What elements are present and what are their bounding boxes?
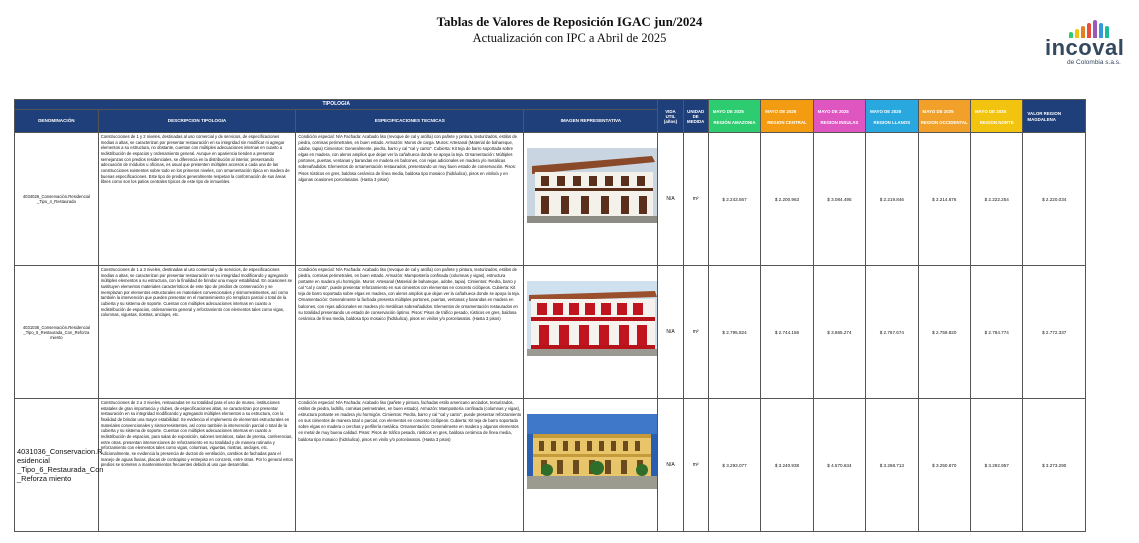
unidad-cell: m² (683, 266, 708, 399)
value-insulas: $ 4.570.634 (813, 399, 865, 532)
value-amazonia: $ 2.243.567 (708, 133, 760, 266)
region-magdalena-header: VALOR REGION MAGDALENA (1023, 100, 1086, 133)
value-amazonia: $ 3.293.077 (708, 399, 760, 532)
value-llanos: $ 2.219.846 (866, 133, 918, 266)
especificaciones-header: ESPECIFICACIONES TECNICAS (296, 109, 524, 132)
page-title: Tablas de Valores de Reposición IGAC jun/2024 (436, 14, 703, 29)
yellow-palace-image (527, 414, 657, 489)
table-row (15, 133, 1086, 266)
region-norte-header: MAYO DE 2025 REGION NORTE (970, 100, 1022, 133)
tipologia-header: TIPOLOGIA (15, 100, 658, 110)
vida-util-header: VIDA UTIL (años) (658, 100, 683, 133)
value-occidental: $ 2.759.820 (918, 266, 970, 399)
region-llanos-header: MAYO DE 2025 REGION LLANOS (866, 100, 918, 133)
region-amazonia-header: MAYO DE 2025 REGIÓN AMAZONIA (708, 100, 760, 133)
value-magdalena: $ 3.273.290 (1023, 399, 1086, 532)
value-norte: $ 3.292.957 (970, 399, 1022, 532)
value-insulas: $ 3.084.495 (813, 133, 865, 266)
value-occidental: $ 3.250.670 (918, 399, 970, 532)
imagen-header: IMAGEN REPRESENTATIVA (524, 109, 658, 132)
unidad-cell: m² (683, 133, 708, 266)
descripcion-cell: Construcciones de 1 y 2 niveles, destinadas al uso comercial y de servicios, de especificaciones medias a altas, se caracterizan por presentar restauración en su integridad sin modificar ni agregar elementos a su estructura, no obstante, cuentan con múltiples adecuaciones internas en cuanto a redistribución de espacios y ordenamiento general. Aunque en apariencia tienden a presentar semejanzas con predios residenciales, se diferencia en la distribución al interior, presentando adecuación de módulos u oficinas, es usual que presenten múltiples accesos a cada una de las construcciones existentes sobre todo en los primeros niveles, con ornamentación típica en madera de buenas especificaciones. Este tipo de predios generalmente respetan la conformación de sus áreas libres como son los patios centrales típicos de este tipo de inmuebles. (98, 133, 296, 266)
value-central: $ 3.240.938 (761, 399, 813, 532)
valores-table (14, 99, 1086, 532)
especificaciones-cell: Condición especial: N/A Fachada: Acabado liso (pañete y pintura, fachadas estilo americano anclados, texturizados, estilos de piedra, ladrillo, cornisas perimetrales, en buen estado). Armazón: Mampostería confinada (columnas y vigas), estructura portante en madera y/u hormigón. Cimientos: Piedra, barro y cal "cal y canto", puede presentar reforzamiento en sus cimientos de manera total o parcial, con elementos en concreto ciclópeos. Cubierta: Kit teja de barro soportada sobre elgas en madera o cerchas y perfilería metálica. Ornamentación: Generalmente en madera y algunos elementos en metal de muy buena calidad. Pisos: Pisos de tráfico pesado, rústicos en gres, baldosa cerámica de línea media, baldosa tipo mosaico (hidráulica), pisos en vinilo y/o porcelanatos. (Hasta 3 pisos) (296, 399, 524, 532)
vida-util-cell: N/A (658, 133, 683, 266)
region-insulas-header: MAYO DE 2025 REGION INSULAS (813, 100, 865, 133)
denominacion-cell: 4034026_Conservación.Residencial _Tipo_4_Restaurada (15, 133, 99, 266)
region-occidental-header: MAYO DE 2025 REGION OCCIDENTAL (918, 100, 970, 133)
table-row (15, 266, 1086, 399)
value-magdalena: $ 2.772.337 (1023, 266, 1086, 399)
value-central: $ 2.200.963 (761, 133, 813, 266)
especificaciones-cell: Condición especial: N/A Fachada: Acabado liso (revoque de cal y arcilla) con pañete y pintura, texturizados, estilos de piedra, cornisas perimetrales, en buen estado. Armazón: Muros de carga. Muros: Artesanal (Material de bahareque, adobe, tapia) Cimientos: Generalmente, piedra, barro y cal "cal y canto". Cubierta: Kit teja de barro soportada sobre elgas en madera, con aleros amplios que dejan ver la cañahueca donde se apoya la teja. Ornamentación: Múltiples portones, puertas, ventanas y barandas en madera en balcones, con rejas adicionales en madera y/o metálicas sobreañadidos. Elementos de ornamentación restaurados, presentando un muy buen estado de conservación. Pisos: Pisos rústicos en gres, baldosa cerámica de línea media, baldosa tipo mosaico (hidráulica), pisos en vinilo/a y en algunas ocasiones porcelanatos. (Hasta 3 pisos) (296, 133, 524, 266)
region-central-header: MAYO DE 2025 REGION CENTRAL (761, 100, 813, 133)
especificaciones-cell: Condición especial: N/A Fachada: Acabado liso (revoque de cal y arcilla) con pañete y pintura, texturizados, estilos de piedra, cornisas perimetrales, en buen estado. Armazón: Mampostería confinada (columnas y vigas), estructura portante en madera y/u hormigón. Muros: Artesanal (Material de bahareque, adobe, tapia). Cimientos: Piedra, barro y cal "cal y canto", puede presentar reforzamiento en sus cimientos con elementos en concreto ciclópeos. Cubierta: Kit teja de barro soportada sobre elgas en madera, con aleros amplios que dejan ver la cañahueca donde se apoya la teja. Ornamentación: Generalmente la fachada presenta múltiples portones, puertas, ventanas y barandas en madera en balcones, con rejas adicionales en madera y/o metálicas sobreañadidos. Elementos de ornamentación restaurados en su totalidad presentando un estado de conservación óptimo. Pisos: Pisos de tráfico pesado, rústicos en gres, baldosa cerámica de línea media, baldosa tipo mosaico (hidráulica), pisos en vinilos y/o porcelanatos. (Hasta 3 pisos) (296, 266, 524, 399)
imagen-cell (524, 266, 658, 399)
denominacion-cell: 4031036_Conservación.Residencial _Tipo_5_Restaurada_Con_Reforza miento (15, 266, 99, 399)
denominacion-header: DENOMINACIÓN (15, 109, 99, 132)
unidad-header: UNIDAD DE MEDIDA (683, 100, 708, 133)
red-balcony-house-image (527, 281, 657, 356)
value-magdalena: $ 2.220.034 (1023, 133, 1086, 266)
vida-util-cell: N/A (658, 266, 683, 399)
page-subtitle: Actualización con IPC a Abril de 2025 (472, 31, 667, 45)
value-occidental: $ 2.214.676 (918, 133, 970, 266)
value-norte: $ 2.222.254 (970, 133, 1022, 266)
logo-tagline: de Colombia s.a.s. (1067, 59, 1121, 66)
value-amazonia: $ 2.795.824 (708, 266, 760, 399)
vida-util-cell: N/A (658, 399, 683, 532)
unidad-cell: m² (683, 399, 708, 532)
imagen-cell (524, 399, 658, 532)
colonial-house-image (527, 148, 657, 223)
imagen-cell (524, 133, 658, 266)
value-norte: $ 2.784.774 (970, 266, 1022, 399)
value-llanos: $ 3.268.713 (866, 399, 918, 532)
table-row (15, 399, 1086, 532)
incoval-logo (1045, 18, 1133, 68)
value-llanos: $ 2.767.674 (866, 266, 918, 399)
descripcion-cell: Construcciones de 1 a 3 niveles, destinadas al uso comercial y de servicios, de especificaciones medias a altas, se caracterizan por presentar restauración en su integridad modificando y agregando múltiples elementos a su estructura, con la finalidad de brindar una mayor estabilidad. En ocasiones se sustituyen elementos materiales característicos de este tipo de predios de conservación y se reemplazan por elementos estructurales en materiales convencionales y sismorresistentes, así como también la intervención que pueden presentar en el mantenimiento y/o remplazo parcial o total de la cubierta y su sistema de soporte. Cuentan con múltiples adecuaciones internas en cuanto a redistribución de espacios, ordenamiento general y reforzamiento con elementos tales como vigas, columnas, viguetas, riostras, anclajes, etc. (98, 266, 296, 399)
value-insulas: $ 3.865.274 (813, 266, 865, 399)
descripcion-header: DESCRIPCION TIPOLOGIA (98, 109, 296, 132)
descripcion-cell: Construcciones de 2 a 3 niveles, restauradas en su totalidad para el uso de museo, instituciones estatales de gran importancia y clubes, de especificaciones altas, se caracterizan por presentar restauración en su integridad modificando y agregando múltiples elementos a su estructura, con la finalidad de brindar una mayor estabilidad. Se evidencia el implemento de elementos estructurales en materiales convencionales y sismorresistentes, así como también la intervención parcial o total de la cubierta y su sistema de soporte. Cuentan con múltiples adecuaciones internas en cuanto a redistribución de espacios, para salas de exposición, salones temáticos, salas de prensa, conferencias, entre otras. presentan intervenciones de reforzamiento en su totalidad y de manera rutinaria y reforzamiento con elementos tales como vigas, columnas, viguetas, riostras, anclajes, etc. Adicionalmente, se evidencia la presencia de ductos de ventilación, cambios de fachadas para el manejo de aguas lluvias, placas de contrapiso y entrepiso en concreto, entre otras. Por lo general estos predios se someten a mantenimientos frecuentes debido al uso que desarrollan. (98, 399, 296, 532)
denominacion-cell: 4031036_Conservacion.R esidencial _Tipo_6_Restaurada_Con _Reforza miento (15, 399, 99, 532)
logo-wordmark: incoval (1045, 35, 1125, 60)
value-central: $ 2.744.156 (761, 266, 813, 399)
